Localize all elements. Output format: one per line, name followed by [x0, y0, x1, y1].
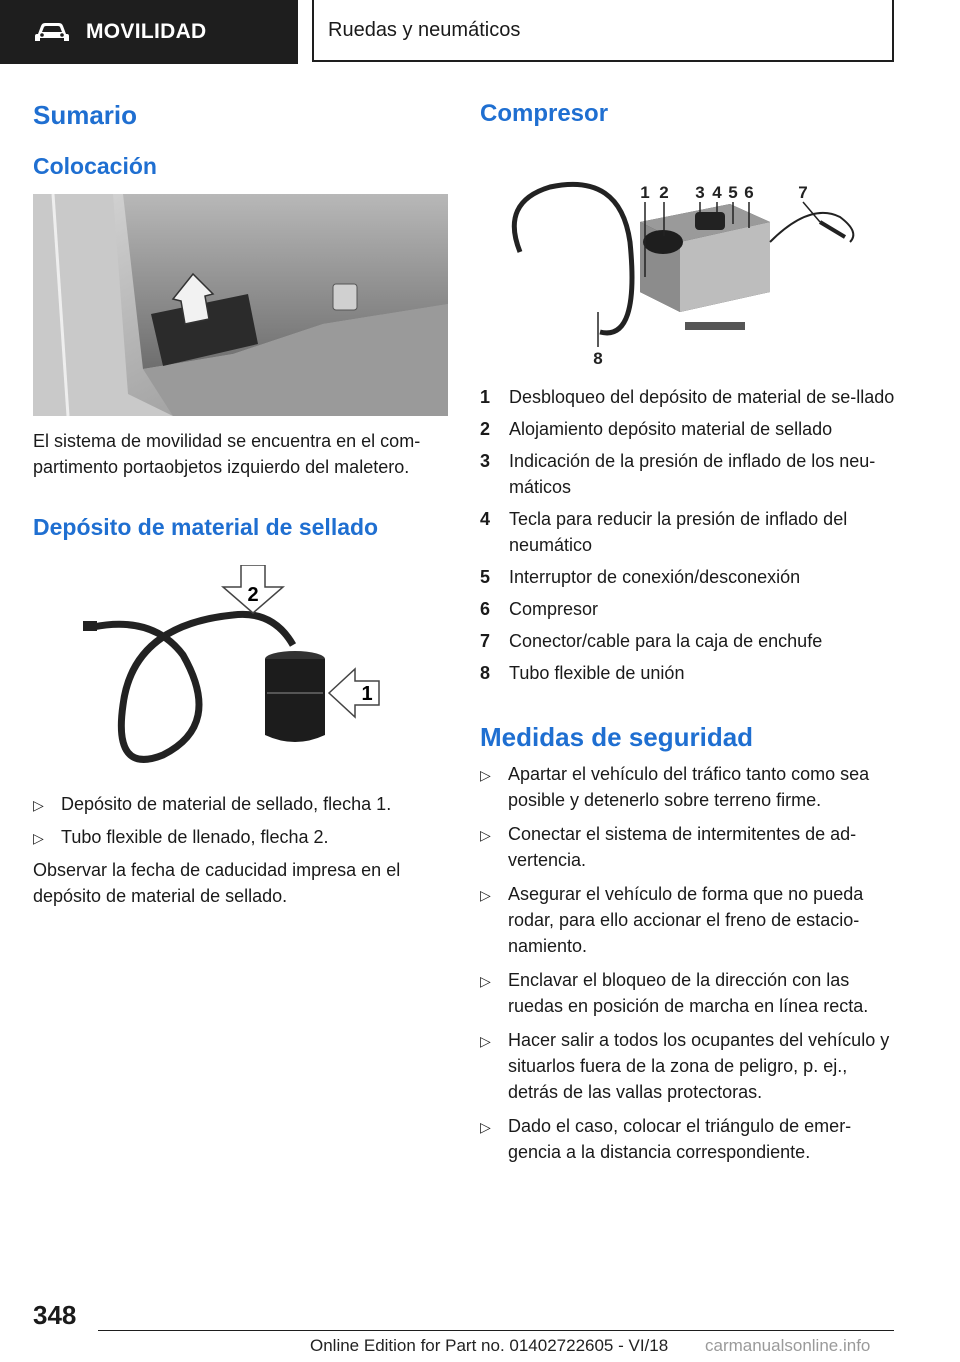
list-item: ▷ Hacer salir a todos los ocupantes del vehículo y situarlos fuera de la zona de peligro, p. ej., detrás de las vallas protectoras.: [480, 1027, 900, 1105]
heading-safety: Medidas de seguridad: [480, 722, 754, 752]
callout-7: 7: [798, 183, 808, 202]
trunk-photo: [33, 194, 448, 416]
heading-colocacion: Colocación: [33, 153, 157, 179]
sealant-figure: [33, 565, 448, 775]
legend-item: 6 Compresor: [480, 599, 599, 619]
watermark: carmanualsonline.info: [705, 1336, 871, 1355]
heading-sumario: Sumario: [33, 100, 138, 130]
sealant-bullets: [33, 791, 448, 851]
legend-item: 8 Tubo flexible de unión: [480, 663, 685, 683]
callout-4: 4: [712, 183, 722, 202]
legend-item: 7 Conector/cable para la caja de enchufe: [480, 631, 823, 651]
triangle-bullet-icon: ▷: [480, 827, 491, 843]
edition-text: Online Edition for Part no. 01402722605 - VI/18: [310, 1336, 669, 1355]
car-icon: [34, 20, 70, 44]
list-item: ▷ Conectar el sistema de intermitentes de ad-vertencia.: [480, 821, 900, 873]
heading-deposito: Depósito de material de sellado: [33, 514, 379, 540]
callout-1: 1: [640, 183, 650, 202]
compressor-legend: [480, 384, 900, 686]
triangle-bullet-icon: ▷: [33, 830, 44, 846]
legend-item: 3 Indicación de la presión de inflado de los neu-máticos: [480, 451, 876, 497]
page-number: 348: [33, 1300, 77, 1330]
expiry-note: Observar la fecha de caducidad impresa en el depósito de material de sellado.: [33, 860, 401, 906]
list-item: ▷ Enclavar el bloqueo de la dirección con las ruedas en posición de marcha en línea recta.: [480, 967, 900, 1019]
triangle-bullet-icon: ▷: [480, 1033, 491, 1049]
list-item: ▷ Apartar el vehículo del tráfico tanto como sea posible y detenerlo sobre terreno firme.: [480, 761, 900, 813]
left-column: [33, 100, 448, 909]
legend-item: 2 Alojamiento depósito material de sellado: [480, 419, 833, 439]
header-topic: [312, 0, 894, 62]
callout-6: 6: [744, 183, 754, 202]
list-item: ▷ Depósito de material de sellado, flecha 1.: [33, 791, 448, 818]
callout-2: 2: [659, 183, 669, 202]
legend-item: 5 Interruptor de conexión/desconexión: [480, 567, 801, 587]
right-column: [480, 100, 900, 1165]
triangle-bullet-icon: ▷: [480, 1119, 491, 1135]
triangle-bullet-icon: ▷: [480, 973, 491, 989]
heading-compresor: Compresor: [480, 100, 609, 127]
list-item: ▷ Tubo flexible de llenado, flecha 2.: [33, 824, 448, 851]
triangle-bullet-icon: ▷: [480, 767, 491, 783]
footer-divider: [98, 1330, 894, 1331]
list-item: ▷ Dado el caso, colocar el triángulo de emer-gencia a la distancia correspondiente.: [480, 1113, 900, 1165]
legend-item: 1 Desbloqueo del depósito de material de se-llado: [480, 387, 895, 407]
topic-title: Ruedas y neumáticos: [328, 18, 521, 41]
colocacion-text: El sistema de movilidad se encuentra en el com-partimento portaobjetos izquierdo del maletero.: [33, 431, 421, 477]
arrow-label-1: 1: [361, 683, 373, 705]
triangle-bullet-icon: ▷: [33, 797, 44, 813]
arrow-label-2: 2: [247, 584, 259, 606]
callout-8: 8: [593, 349, 603, 368]
section-title: MOVILIDAD: [86, 20, 207, 43]
callout-3: 3: [695, 183, 705, 202]
compressor-figure: [480, 142, 900, 372]
legend-item: 4 Tecla para reducir la presión de inflado del neumático: [480, 509, 848, 555]
triangle-bullet-icon: ▷: [480, 887, 491, 903]
callout-5: 5: [728, 183, 738, 202]
safety-list: [480, 761, 900, 1165]
header-section-tab: [0, 0, 298, 64]
list-item: ▷ Asegurar el vehículo de forma que no pueda rodar, para ello accionar el freno de estacio-namiento.: [480, 881, 900, 959]
